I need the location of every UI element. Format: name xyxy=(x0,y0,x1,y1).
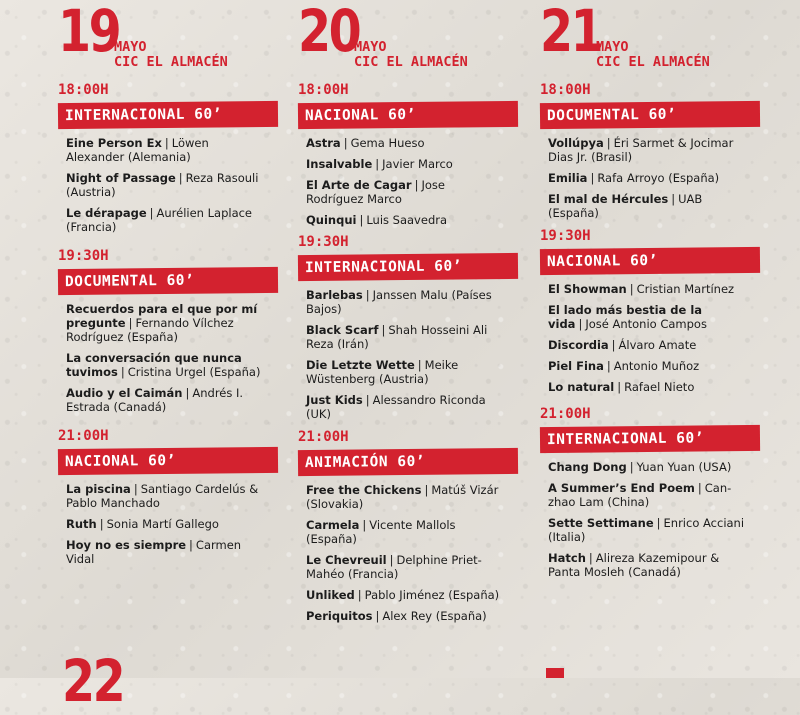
category-banner: ANIMACIÓN 60’ xyxy=(298,448,518,476)
session-block xyxy=(58,82,298,234)
film-title: Piel Fina xyxy=(548,359,604,373)
film-entry xyxy=(548,136,748,164)
separator: | xyxy=(697,481,702,495)
session-time: 18:00H xyxy=(298,82,349,98)
month-label: MAYO xyxy=(114,39,147,55)
session-block xyxy=(58,428,298,566)
day-number: 19 xyxy=(58,0,120,65)
separator: | xyxy=(588,551,593,565)
film-credit: Vicente Mallols (España) xyxy=(306,518,456,546)
film-title: Carmela xyxy=(306,518,360,532)
film-entry xyxy=(306,588,506,602)
session-time: 21:00H xyxy=(58,428,109,444)
film-title: Vollúpya xyxy=(548,136,604,150)
session-time: 21:00H xyxy=(540,406,591,422)
film-entry xyxy=(548,192,748,220)
film-title: Periquitos xyxy=(306,609,373,623)
film-entry xyxy=(548,303,748,331)
film-title: El lado más bestia de la vida xyxy=(548,303,703,331)
film-credit: Can-zhao Lam (China) xyxy=(548,481,732,509)
film-title: Insalvable xyxy=(306,157,373,171)
separator: | xyxy=(414,178,419,192)
category-banner: INTERNACIONAL 60’ xyxy=(540,425,760,453)
film-title: La piscina xyxy=(66,482,131,496)
separator: | xyxy=(178,171,183,185)
separator: | xyxy=(389,553,394,567)
film-entry xyxy=(66,206,266,234)
film-entry xyxy=(548,551,748,579)
film-entry xyxy=(548,380,748,394)
category-banner: NACIONAL 60’ xyxy=(540,247,760,275)
film-title: La conversación que nunca tuvimos xyxy=(66,351,242,379)
separator: | xyxy=(99,517,104,531)
film-title: Eine Person Ex xyxy=(66,136,162,150)
film-entry xyxy=(306,553,506,581)
film-credit: Janssen Malu (Países Bajos) xyxy=(306,288,492,316)
session-block xyxy=(540,406,780,579)
category-banner: NACIONAL 60’ xyxy=(298,101,518,129)
film-credit: Antonio Muñoz xyxy=(613,359,700,373)
film-title: Just Kids xyxy=(306,393,363,407)
film-title: Sette Settimane xyxy=(548,516,654,530)
separator: | xyxy=(611,338,616,352)
session-time: 18:00H xyxy=(58,82,109,98)
film-entry xyxy=(548,481,748,509)
separator: | xyxy=(671,192,676,206)
film-credit: Cristina Urgel (España) xyxy=(127,365,261,379)
film-title: Night of Passage xyxy=(66,171,176,185)
session-block xyxy=(298,82,538,227)
session-block xyxy=(298,429,538,623)
film-title: El Showman xyxy=(548,282,627,296)
separator: | xyxy=(590,171,595,185)
session-block xyxy=(540,228,780,394)
separator: | xyxy=(359,213,364,227)
film-credit: Pablo Jiménez (España) xyxy=(364,588,500,602)
month-label: MAYO xyxy=(596,39,629,55)
film-credit: Sonia Martí Gallego xyxy=(106,517,219,531)
film-entry xyxy=(306,288,506,316)
film-entry xyxy=(66,538,266,566)
category-banner: NACIONAL 60’ xyxy=(58,447,278,475)
film-credit: Fernando Vílchez Rodríguez (España) xyxy=(66,316,234,344)
session-time: 18:00H xyxy=(540,82,591,98)
film-credit: Löwen Alexander (Alemania) xyxy=(66,136,209,164)
category-banner: DOCUMENTAL 60’ xyxy=(58,267,278,295)
separator: | xyxy=(164,136,169,150)
session-block xyxy=(540,82,780,220)
day-column-1 xyxy=(58,0,298,573)
film-entry xyxy=(306,358,506,386)
session-time: 19:30H xyxy=(298,234,349,250)
category-banner: DOCUMENTAL 60’ xyxy=(540,101,760,129)
session-block xyxy=(58,248,298,414)
film-title: Black Scarf xyxy=(306,323,379,337)
film-credit: Álvaro Amate xyxy=(618,338,697,352)
film-title: Audio y el Caimán xyxy=(66,386,183,400)
film-title: Die Letzte Wette xyxy=(306,358,415,372)
film-credit: Éri Sarmet & Jocimar Dias Jr. (Brasil) xyxy=(548,136,734,164)
film-entry xyxy=(548,171,748,185)
film-entry xyxy=(306,213,506,227)
day-number: 21 xyxy=(540,0,602,65)
film-entry xyxy=(66,171,266,199)
film-credit: Delphine Priet-Mahéo (Francia) xyxy=(306,553,482,581)
separator: | xyxy=(424,483,429,497)
category-banner: INTERNACIONAL 60’ xyxy=(298,253,518,281)
film-title: Le dérapage xyxy=(66,206,147,220)
film-title: Unliked xyxy=(306,588,355,602)
film-credit: Luis Saavedra xyxy=(366,213,448,227)
film-credit: Cristian Martínez xyxy=(636,282,735,296)
banner-fragment xyxy=(546,668,564,678)
film-entry xyxy=(548,282,748,296)
film-title: Chang Dong xyxy=(548,460,627,474)
separator: | xyxy=(189,538,193,552)
film-entry xyxy=(66,351,266,379)
session-time: 21:00H xyxy=(298,429,349,445)
separator: | xyxy=(375,609,380,623)
film-credit: UAB (España) xyxy=(548,192,703,220)
venue-label: CIC EL ALMACÉN xyxy=(596,54,710,70)
film-entry xyxy=(66,517,266,531)
venue-label: CIC EL ALMACÉN xyxy=(114,54,228,70)
film-entry xyxy=(66,136,266,164)
film-title: Ruth xyxy=(66,517,97,531)
film-entry xyxy=(306,323,506,351)
film-title: El Arte de Cagar xyxy=(306,178,412,192)
film-entry xyxy=(548,338,748,352)
film-credit: Meike Wüstenberg (Austria) xyxy=(306,358,459,386)
category-banner: INTERNACIONAL 60’ xyxy=(58,101,278,129)
separator: | xyxy=(375,157,380,171)
film-title: A Summer’s End Poem xyxy=(548,481,695,495)
separator: | xyxy=(656,516,661,530)
film-credit: Rafa Arroyo (España) xyxy=(597,171,720,185)
separator: | xyxy=(606,359,611,373)
film-credit: Shah Hosseini Ali Reza (Irán) xyxy=(306,323,488,351)
film-credit: Javier Marco xyxy=(382,157,453,171)
film-title: Hoy no es siempre xyxy=(66,538,187,552)
session-block xyxy=(298,234,538,421)
film-credit: Alex Rey (España) xyxy=(382,609,487,623)
separator: | xyxy=(629,460,634,474)
separator: | xyxy=(417,358,422,372)
film-entry xyxy=(306,178,506,206)
film-credit: Santiago Cardelús & Pablo Manchado xyxy=(66,482,259,510)
separator: | xyxy=(365,393,370,407)
separator: | xyxy=(128,316,133,330)
film-title: Lo natural xyxy=(548,380,615,394)
film-title: Hatch xyxy=(548,551,586,565)
film-title: Quinqui xyxy=(306,213,357,227)
film-entry xyxy=(306,483,506,511)
separator: | xyxy=(365,288,370,302)
film-entry xyxy=(306,518,506,546)
separator: | xyxy=(343,136,348,150)
day-number: 20 xyxy=(298,0,360,65)
day-header xyxy=(540,0,780,82)
film-credit: Andrés I. Estrada (Canadá) xyxy=(66,386,244,414)
film-credit: Aurélien Laplace (Francia) xyxy=(66,206,253,234)
film-credit: Gema Hueso xyxy=(350,136,425,150)
session-time: 19:30H xyxy=(58,248,109,264)
film-title: Barlebas xyxy=(306,288,363,302)
separator: | xyxy=(357,588,362,602)
film-entry xyxy=(548,516,748,544)
day-header xyxy=(298,0,538,82)
film-credit: Matúš Vizár (Slovakia) xyxy=(306,483,499,511)
day-header xyxy=(58,0,298,82)
film-title: Le Chevreuil xyxy=(306,553,387,567)
film-entry xyxy=(66,482,266,510)
separator: | xyxy=(606,136,611,150)
film-title: Astra xyxy=(306,136,341,150)
film-credit: Enrico Acciani (Italia) xyxy=(548,516,745,544)
film-entry xyxy=(306,393,506,421)
film-credit: Carmen Vidal xyxy=(66,538,242,566)
separator: | xyxy=(578,317,583,331)
film-credit: Alireza Kazemipour & Panta Mosleh (Canadá) xyxy=(548,551,720,579)
film-entry xyxy=(66,386,266,414)
film-title: El mal de Hércules xyxy=(548,192,669,206)
film-credit: José Antonio Campos xyxy=(585,317,707,331)
separator: | xyxy=(362,518,367,532)
day-column-3 xyxy=(540,0,780,586)
film-credit: Reza Rasouli (Austria) xyxy=(66,171,259,199)
film-credit: Rafael Nieto xyxy=(624,380,695,394)
next-day-number: 22 xyxy=(62,647,124,715)
separator: | xyxy=(149,206,154,220)
month-label: MAYO xyxy=(354,39,387,55)
film-title: Emilia xyxy=(548,171,588,185)
separator: | xyxy=(381,323,386,337)
day-column-2 xyxy=(298,0,538,630)
separator: | xyxy=(120,365,125,379)
session-time: 19:30H xyxy=(540,228,591,244)
film-title: Free the Chickens xyxy=(306,483,422,497)
film-credit: Yuan Yuan (USA) xyxy=(636,460,732,474)
film-entry xyxy=(548,359,748,373)
film-title: Discordia xyxy=(548,338,609,352)
film-credit: Jose Rodríguez Marco xyxy=(306,178,445,206)
separator: | xyxy=(629,282,634,296)
venue-label: CIC EL ALMACÉN xyxy=(354,54,468,70)
separator: | xyxy=(185,386,190,400)
film-credit: Alessandro Riconda (UK) xyxy=(306,393,486,421)
film-entry xyxy=(66,302,266,344)
separator: | xyxy=(617,380,622,394)
film-entry xyxy=(306,609,506,623)
film-entry xyxy=(548,460,748,474)
separator: | xyxy=(133,482,138,496)
film-entry xyxy=(306,136,506,150)
film-title: Recuerdos para el que por mí pregunte xyxy=(66,302,258,330)
film-entry xyxy=(306,157,506,171)
